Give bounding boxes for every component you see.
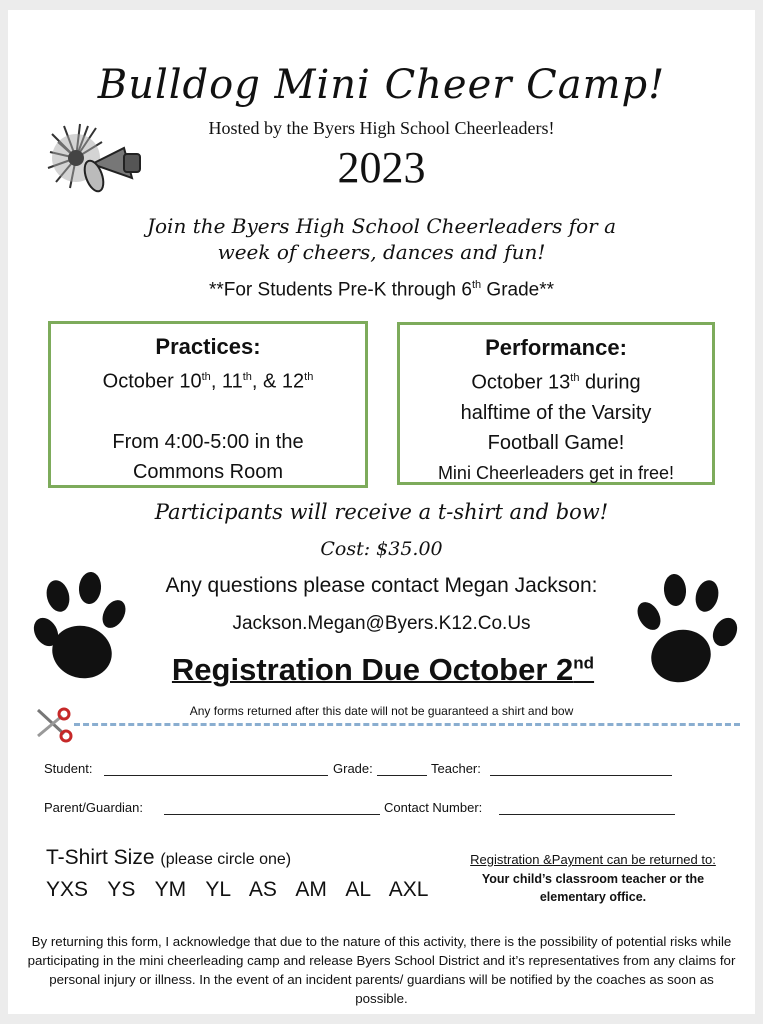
practice-location: Commons Room: [132, 460, 284, 483]
eligibility: **For Students Pre-K through 6th Grade**: [208, 279, 555, 301]
performance-heading: Performance:: [485, 335, 627, 360]
registration-due: Registration Due October 2nd: [171, 652, 595, 687]
late-forms-note: Any forms returned after this date will not be guaranteed a shirt and bow: [189, 704, 574, 718]
intro-line-2: week of cheers, dances and fun!: [217, 240, 546, 264]
contact-number-field[interactable]: [499, 814, 675, 815]
parent-label: Parent/Guardian:: [44, 800, 144, 815]
cut-line: [74, 723, 740, 726]
return-info-body: Your child’s classroom teacher or the elementary office.: [481, 872, 705, 904]
performance-line-4: Mini Cheerleaders get in free!: [437, 462, 675, 483]
performance-line-2: halftime of the Varsity: [460, 401, 652, 424]
paw-print-left-icon: [20, 570, 130, 688]
contact-number-label: Contact Number:: [384, 800, 483, 815]
year: 2023: [337, 143, 426, 192]
flyer-page: [8, 10, 755, 1014]
scissors-icon: [34, 706, 78, 746]
student-field[interactable]: [104, 775, 328, 776]
paw-print-right-icon: [633, 570, 745, 690]
disclaimer: By returning this form, I acknowledge that due to the nature of this activity, there is the possibility of potential risks while participating in the mini cheerleading camp and release Byers School District and it’s representatives from any claims for personal injury or illness. In the event of an incident parents/ guardians will be notified by the coaches as soon as possible.: [27, 934, 736, 1006]
performance-line-3: Football Game!: [487, 431, 625, 454]
performance-date: October 13th during: [471, 371, 641, 394]
participants-note: Participants will receive a t-shirt and bow!: [154, 500, 609, 524]
grade-label: Grade:: [333, 761, 373, 776]
practices-heading: Practices:: [155, 334, 261, 359]
practice-time: From 4:00-5:00 in the: [112, 430, 304, 453]
practices-box: [48, 321, 368, 488]
teacher-label: Teacher:: [431, 761, 481, 776]
grade-field[interactable]: [377, 775, 427, 776]
page-title: Bulldog Mini Cheer Camp!: [97, 62, 666, 108]
tshirt-size-title: T-Shirt Size (please circle one): [46, 846, 292, 869]
teacher-field[interactable]: [490, 775, 672, 776]
practice-dates: October 10th, 11th, & 12th: [102, 370, 314, 393]
parent-field[interactable]: [164, 814, 380, 815]
contact-line: Any questions please contact Megan Jackson:: [165, 574, 598, 597]
student-label: Student:: [44, 761, 93, 776]
hosted-by: Hosted by the Byers High School Cheerleaders!: [208, 118, 555, 138]
tshirt-size-options[interactable]: YXS YS YM YL AS AM AL AXL: [46, 878, 429, 901]
performance-box: [397, 322, 715, 485]
cost: Cost: $35.00: [320, 538, 443, 560]
intro-line-1: Join the Byers High School Cheerleaders for a: [147, 214, 616, 238]
return-info-heading: Registration &Payment can be returned to:: [470, 852, 716, 867]
contact-email[interactable]: Jackson.Megan@Byers.K12.Co.Us: [232, 613, 531, 634]
